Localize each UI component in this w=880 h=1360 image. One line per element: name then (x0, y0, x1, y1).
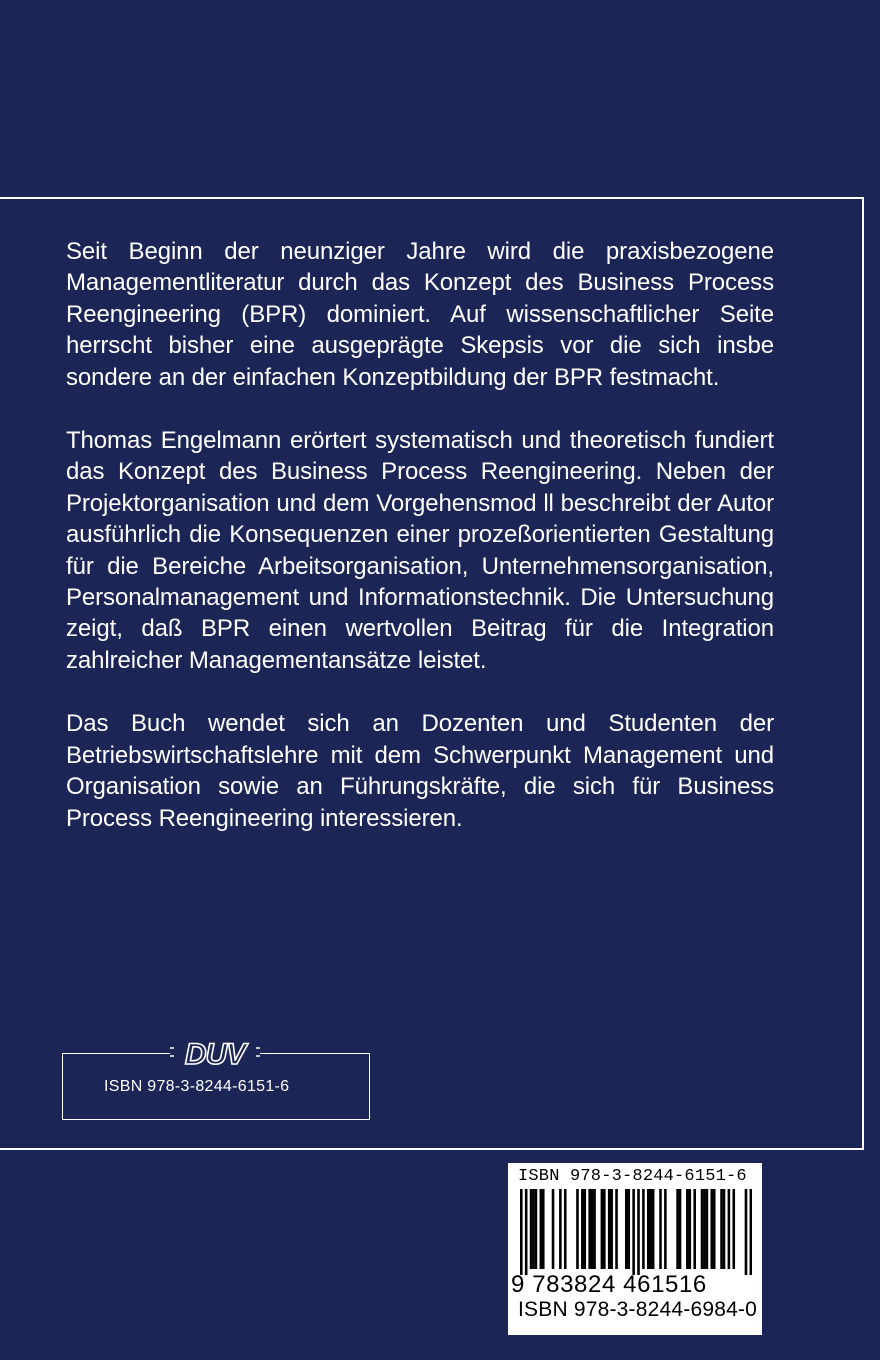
barcode-bar (610, 1189, 613, 1269)
barcode-bar (601, 1189, 604, 1269)
barcode-bar (525, 1189, 528, 1275)
back-cover-blurb (66, 236, 774, 866)
barcode-isbn-bottom: ISBN 978-3-8244-6984-0 (518, 1298, 758, 1321)
barcode-bar (676, 1189, 679, 1269)
barcode-bar (576, 1189, 579, 1269)
barcode-bar (535, 1189, 538, 1269)
barcode-bar (625, 1189, 628, 1269)
barcode-bar (642, 1189, 645, 1269)
barcode-bar (745, 1189, 748, 1275)
barcode-bar (649, 1189, 652, 1269)
barcode-bar (723, 1189, 726, 1269)
barcode-bar (732, 1189, 735, 1269)
barcode-bar (693, 1189, 696, 1269)
publisher-isbn: ISBN 978-3-8244-6151-6 (104, 1078, 290, 1095)
barcode-bar (686, 1189, 689, 1269)
barcode-digits: 9 783824 461516 (511, 1271, 707, 1298)
publisher-logo-text: DUV (184, 1038, 246, 1071)
barcode-bar (720, 1189, 723, 1269)
barcode-bar (689, 1189, 692, 1269)
barcode-bar (627, 1189, 630, 1269)
barcode-bar (713, 1189, 716, 1269)
barcode-bar (588, 1189, 591, 1269)
barcode-bar (581, 1189, 584, 1269)
barcode-bar (593, 1189, 596, 1269)
barcode-bar (552, 1189, 555, 1269)
barcode-bar (652, 1189, 655, 1269)
barcode-bar (728, 1189, 731, 1269)
barcode-bar (632, 1189, 635, 1275)
barcode-bar (608, 1189, 611, 1269)
barcode-bar (520, 1189, 523, 1275)
ean13-barcode (520, 1189, 752, 1275)
barcode-bar (530, 1189, 533, 1269)
barcode-bar (647, 1189, 650, 1269)
blurb-paragraph-1: Seit Beginn der neunziger Jahre wird die praxisbezogene Managementliteratur durch das Konzept des Business Process Reengineering (BPR) dominiert. Auf wissenschaftlicher Seite herrscht bisher eine ausgeprägte Skepsis vor die sich insbe sondere an der einfachen Konzeptbildung der BPR festmacht. (66, 238, 774, 391)
barcode-bar (679, 1189, 682, 1269)
barcode-bar (542, 1189, 545, 1269)
barcode-bar (583, 1189, 586, 1269)
barcode-bar (701, 1189, 704, 1269)
barcode-bar (615, 1189, 618, 1269)
barcode-bar (664, 1189, 667, 1269)
barcode-bar (710, 1189, 713, 1269)
barcode-isbn-top: ISBN 978-3-8244-6151-6 (518, 1167, 747, 1186)
barcode-bar (532, 1189, 535, 1269)
barcode-bar (591, 1189, 594, 1269)
barcode-bar (564, 1189, 567, 1269)
blurb-paragraph-2: Thomas Engelmann erörtert systematisch und theoretisch fundiert das Konzept des Business Process Reengineering. Neben der Projektorganisation und dem Vorgehensmod ll beschreibt der Autor ausführlich die Konsequenzen einer prozeßorientierten Gestaltung für die Bereiche Arbeitsorganisation, Unternehmensorganisation, Personalmanagement und Informationstechnik. Die Untersuchung zeigt, daß BPR einen wertvollen Beitrag für die Integration zahlreicher Managementansätze leistet. (66, 427, 774, 674)
barcode-bar (706, 1189, 709, 1269)
barcode-bar (637, 1189, 640, 1275)
publisher-logo (170, 1035, 260, 1071)
barcode-bar (659, 1189, 662, 1269)
barcode-bar (559, 1189, 562, 1269)
blurb-paragraph-3: Das Buch wendet sich an Dozenten und Studenten der Betriebswirtschaftslehre mit dem Schwerpunkt Management und Organisation sowie an Führungskräfte, die sich für Business Process Reengineering interessieren. (66, 710, 774, 832)
barcode-bar (703, 1189, 706, 1269)
barcode-bar (750, 1189, 752, 1275)
barcode-label (508, 1163, 762, 1335)
barcode-bar (603, 1189, 606, 1269)
barcode-bar (540, 1189, 543, 1269)
